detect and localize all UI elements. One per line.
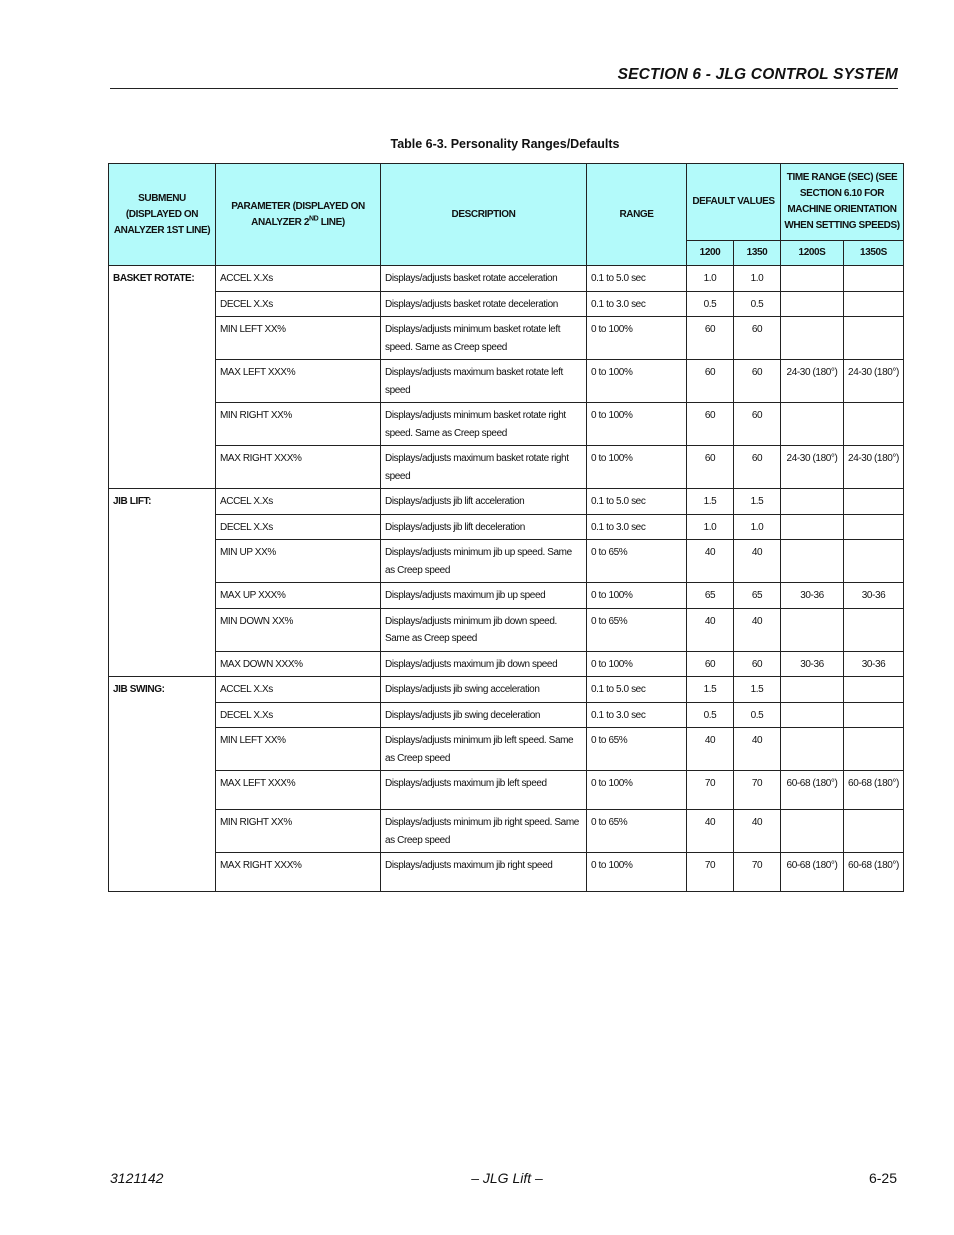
default-1200-cell: 1.0 bbox=[687, 514, 734, 540]
time-1200s-cell bbox=[781, 540, 844, 583]
time-1200s-cell bbox=[781, 317, 844, 360]
range-cell: 0.1 to 3.0 sec bbox=[587, 291, 687, 317]
range-cell: 0.1 to 3.0 sec bbox=[587, 514, 687, 540]
description-cell: Displays/adjusts minimum jib right speed. Same as Creep speed bbox=[381, 810, 587, 853]
time-1200s-cell bbox=[781, 266, 844, 292]
doc-number: 3121142 bbox=[110, 1170, 164, 1186]
time-1350s-cell bbox=[844, 266, 904, 292]
parameter-cell: MAX LEFT XXX% bbox=[216, 360, 381, 403]
description-cell: Displays/adjusts minimum basket rotate right speed. Same as Creep speed bbox=[381, 403, 587, 446]
table-row bbox=[109, 291, 904, 317]
time-1200s-cell bbox=[781, 677, 844, 703]
table-row bbox=[109, 677, 904, 703]
description-cell: Displays/adjusts maximum basket rotate right speed bbox=[381, 446, 587, 489]
default-1200-cell: 1.5 bbox=[687, 489, 734, 515]
parameter-cell: MIN DOWN XX% bbox=[216, 608, 381, 651]
description-cell: Displays/adjusts minimum jib left speed. Same as Creep speed bbox=[381, 728, 587, 771]
default-1200-cell: 70 bbox=[687, 853, 734, 892]
range-cell: 0 to 100% bbox=[587, 317, 687, 360]
default-1350-cell: 1.5 bbox=[734, 489, 781, 515]
header-parameter: PARAMETER (DISPLAYED ON ANALYZER 2ND LINE) bbox=[216, 164, 381, 266]
default-1350-cell: 0.5 bbox=[734, 291, 781, 317]
default-1200-cell: 1.0 bbox=[687, 266, 734, 292]
time-1200s-cell: 30-36 bbox=[781, 583, 844, 609]
table-row bbox=[109, 771, 904, 810]
time-1200s-cell: 30-36 bbox=[781, 651, 844, 677]
default-1200-cell: 40 bbox=[687, 608, 734, 651]
table-row bbox=[109, 540, 904, 583]
range-cell: 0.1 to 5.0 sec bbox=[587, 489, 687, 515]
table-body bbox=[109, 266, 904, 892]
table-row bbox=[109, 608, 904, 651]
time-1350s-cell bbox=[844, 403, 904, 446]
default-1200-cell: 60 bbox=[687, 317, 734, 360]
time-1350s-cell bbox=[844, 810, 904, 853]
time-1200s-cell bbox=[781, 810, 844, 853]
table-row bbox=[109, 360, 904, 403]
time-1350s-cell bbox=[844, 608, 904, 651]
default-1200-cell: 60 bbox=[687, 651, 734, 677]
time-1350s-cell: 30-36 bbox=[844, 651, 904, 677]
default-1200-cell: 60 bbox=[687, 403, 734, 446]
time-1350s-cell: 30-36 bbox=[844, 583, 904, 609]
description-cell: Displays/adjusts maximum jib down speed bbox=[381, 651, 587, 677]
description-cell: Displays/adjusts minimum jib down speed. Same as Creep speed bbox=[381, 608, 587, 651]
time-1350s-cell bbox=[844, 540, 904, 583]
range-cell: 0 to 100% bbox=[587, 771, 687, 810]
time-1350s-cell: 24-30 (180°) bbox=[844, 360, 904, 403]
table-row bbox=[109, 853, 904, 892]
time-1200s-cell: 60-68 (180°) bbox=[781, 853, 844, 892]
submenu-cell: JIB LIFT: bbox=[109, 489, 216, 677]
page-number: 6-25 bbox=[868, 1170, 897, 1186]
description-cell: Displays/adjusts basket rotate deceleration bbox=[381, 291, 587, 317]
time-1200s-cell bbox=[781, 489, 844, 515]
table-row bbox=[109, 810, 904, 853]
header-divider bbox=[110, 88, 898, 89]
default-1200-cell: 1.5 bbox=[687, 677, 734, 703]
default-1350-cell: 65 bbox=[734, 583, 781, 609]
table-title: Table 6-3. Personality Ranges/Defaults bbox=[390, 137, 620, 151]
parameter-cell: MAX UP XXX% bbox=[216, 583, 381, 609]
range-cell: 0 to 100% bbox=[587, 583, 687, 609]
time-1200s-cell bbox=[781, 514, 844, 540]
description-cell: Displays/adjusts jib lift deceleration bbox=[381, 514, 587, 540]
default-1200-cell: 40 bbox=[687, 728, 734, 771]
time-1200s-cell bbox=[781, 403, 844, 446]
parameter-cell: MAX LEFT XXX% bbox=[216, 771, 381, 810]
time-1200s-cell: 24-30 (180°) bbox=[781, 446, 844, 489]
default-1350-cell: 1.5 bbox=[734, 677, 781, 703]
range-cell: 0 to 100% bbox=[587, 360, 687, 403]
default-1350-cell: 60 bbox=[734, 403, 781, 446]
parameter-cell: MIN LEFT XX% bbox=[216, 317, 381, 360]
description-cell: Displays/adjusts maximum jib right speed bbox=[381, 853, 587, 892]
table-row bbox=[109, 651, 904, 677]
submenu-cell: JIB SWING: bbox=[109, 677, 216, 892]
time-1200s-cell bbox=[781, 291, 844, 317]
header-submenu: SUBMENU (DISPLAYED ON ANALYZER 1ST LINE) bbox=[109, 164, 216, 266]
description-cell: Displays/adjusts basket rotate acceleration bbox=[381, 266, 587, 292]
time-1350s-cell: 24-30 (180°) bbox=[844, 446, 904, 489]
table-row bbox=[109, 403, 904, 446]
time-1350s-cell bbox=[844, 514, 904, 540]
parameter-cell: MAX DOWN XXX% bbox=[216, 651, 381, 677]
header-1200s: 1200S bbox=[781, 241, 844, 266]
range-cell: 0 to 100% bbox=[587, 853, 687, 892]
default-1350-cell: 60 bbox=[734, 317, 781, 360]
description-cell: Displays/adjusts jib swing acceleration bbox=[381, 677, 587, 703]
time-1350s-cell bbox=[844, 702, 904, 728]
range-cell: 0 to 65% bbox=[587, 810, 687, 853]
parameter-cell: MAX RIGHT XXX% bbox=[216, 446, 381, 489]
range-cell: 0.1 to 3.0 sec bbox=[587, 702, 687, 728]
description-cell: Displays/adjusts maximum jib up speed bbox=[381, 583, 587, 609]
default-1350-cell: 40 bbox=[734, 728, 781, 771]
header-1350s: 1350S bbox=[844, 241, 904, 266]
submenu-cell: BASKET ROTATE: bbox=[109, 266, 216, 489]
description-cell: Displays/adjusts jib swing deceleration bbox=[381, 702, 587, 728]
range-cell: 0 to 100% bbox=[587, 651, 687, 677]
parameter-cell: MAX RIGHT XXX% bbox=[216, 853, 381, 892]
table-header bbox=[109, 164, 904, 266]
default-1200-cell: 70 bbox=[687, 771, 734, 810]
default-1350-cell: 60 bbox=[734, 651, 781, 677]
header-range: RANGE bbox=[587, 164, 687, 266]
default-1350-cell: 40 bbox=[734, 608, 781, 651]
time-1200s-cell bbox=[781, 702, 844, 728]
default-1350-cell: 40 bbox=[734, 540, 781, 583]
range-cell: 0.1 to 5.0 sec bbox=[587, 266, 687, 292]
range-cell: 0 to 65% bbox=[587, 608, 687, 651]
default-1200-cell: 65 bbox=[687, 583, 734, 609]
personality-ranges-table bbox=[108, 163, 904, 892]
default-1200-cell: 60 bbox=[687, 446, 734, 489]
time-1350s-cell bbox=[844, 728, 904, 771]
parameter-cell: ACCEL X.Xs bbox=[216, 266, 381, 292]
default-1200-cell: 0.5 bbox=[687, 702, 734, 728]
default-1200-cell: 0.5 bbox=[687, 291, 734, 317]
table-row bbox=[109, 702, 904, 728]
parameter-cell: MIN RIGHT XX% bbox=[216, 810, 381, 853]
table-row bbox=[109, 446, 904, 489]
header-time-range: TIME RANGE (SEC) (SEE SECTION 6.10 FOR MACHINE ORIENTATION WHEN SETTING SPEEDS) bbox=[781, 164, 904, 241]
default-1350-cell: 1.0 bbox=[734, 266, 781, 292]
default-1350-cell: 0.5 bbox=[734, 702, 781, 728]
time-1350s-cell: 60-68 (180°) bbox=[844, 771, 904, 810]
table-row bbox=[109, 583, 904, 609]
time-1350s-cell bbox=[844, 291, 904, 317]
default-1350-cell: 1.0 bbox=[734, 514, 781, 540]
parameter-cell: DECEL X.Xs bbox=[216, 514, 381, 540]
range-cell: 0 to 65% bbox=[587, 728, 687, 771]
parameter-cell: DECEL X.Xs bbox=[216, 702, 381, 728]
range-cell: 0 to 100% bbox=[587, 446, 687, 489]
table-row bbox=[109, 266, 904, 292]
time-1350s-cell bbox=[844, 489, 904, 515]
time-1350s-cell bbox=[844, 677, 904, 703]
parameter-cell: ACCEL X.Xs bbox=[216, 677, 381, 703]
default-1350-cell: 70 bbox=[734, 853, 781, 892]
range-cell: 0.1 to 5.0 sec bbox=[587, 677, 687, 703]
header-1200: 1200 bbox=[687, 241, 734, 266]
parameter-cell: MIN UP XX% bbox=[216, 540, 381, 583]
time-1350s-cell: 60-68 (180°) bbox=[844, 853, 904, 892]
time-1200s-cell: 24-30 (180°) bbox=[781, 360, 844, 403]
table-row bbox=[109, 514, 904, 540]
default-1350-cell: 70 bbox=[734, 771, 781, 810]
time-1200s-cell: 60-68 (180°) bbox=[781, 771, 844, 810]
default-1350-cell: 40 bbox=[734, 810, 781, 853]
time-1350s-cell bbox=[844, 317, 904, 360]
header-default-values: DEFAULT VALUES bbox=[687, 164, 781, 241]
header-1350: 1350 bbox=[734, 241, 781, 266]
parameter-cell: MIN LEFT XX% bbox=[216, 728, 381, 771]
description-cell: Displays/adjusts jib lift acceleration bbox=[381, 489, 587, 515]
parameter-cell: DECEL X.Xs bbox=[216, 291, 381, 317]
parameter-cell: ACCEL X.Xs bbox=[216, 489, 381, 515]
default-1200-cell: 60 bbox=[687, 360, 734, 403]
table-row bbox=[109, 728, 904, 771]
description-cell: Displays/adjusts minimum jib up speed. Same as Creep speed bbox=[381, 540, 587, 583]
table-row bbox=[109, 317, 904, 360]
time-1200s-cell bbox=[781, 608, 844, 651]
range-cell: 0 to 65% bbox=[587, 540, 687, 583]
description-cell: Displays/adjusts minimum basket rotate left speed. Same as Creep speed bbox=[381, 317, 587, 360]
footer-brand: – JLG Lift – bbox=[471, 1170, 543, 1186]
description-cell: Displays/adjusts maximum basket rotate left speed bbox=[381, 360, 587, 403]
time-1200s-cell bbox=[781, 728, 844, 771]
parameter-cell: MIN RIGHT XX% bbox=[216, 403, 381, 446]
table-row bbox=[109, 489, 904, 515]
default-1350-cell: 60 bbox=[734, 360, 781, 403]
default-1200-cell: 40 bbox=[687, 810, 734, 853]
section-title: SECTION 6 - JLG CONTROL SYSTEM bbox=[617, 66, 898, 83]
default-1200-cell: 40 bbox=[687, 540, 734, 583]
default-1350-cell: 60 bbox=[734, 446, 781, 489]
description-cell: Displays/adjusts maximum jib left speed bbox=[381, 771, 587, 810]
range-cell: 0 to 100% bbox=[587, 403, 687, 446]
header-description: DESCRIPTION bbox=[381, 164, 587, 266]
